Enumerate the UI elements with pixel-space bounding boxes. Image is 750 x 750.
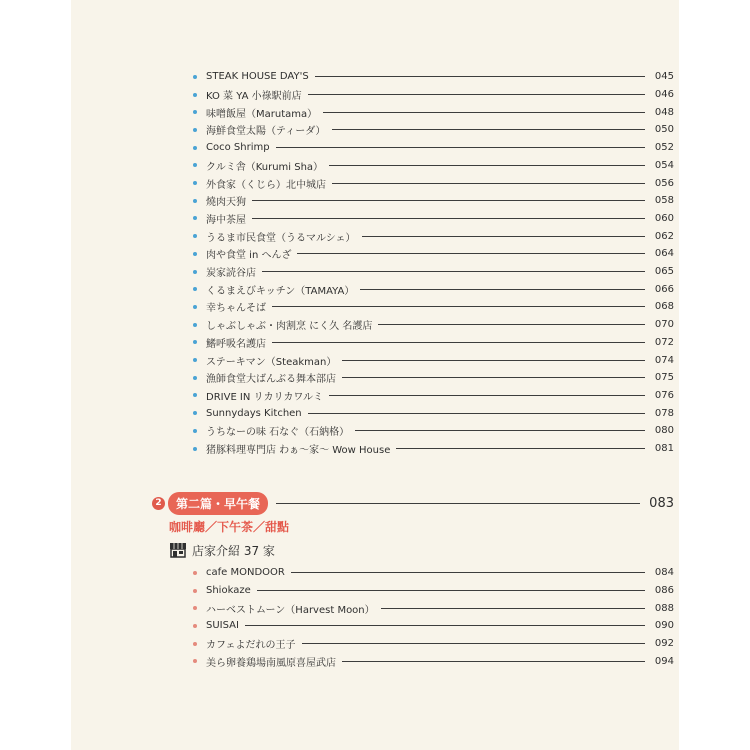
toc-entry-page: 090	[654, 620, 674, 632]
bullet-icon	[193, 447, 197, 451]
section-heading	[152, 492, 674, 514]
toc-entry-title: 幸ちゃんそば	[206, 303, 266, 315]
toc-entry-title: 猪豚料理専門店 わぁ～家～ Wow House	[206, 445, 391, 457]
toc-entry-title: ハーベストムーン（Harvest Moon）	[206, 604, 375, 616]
bullet-icon	[193, 571, 197, 575]
toc-entry-title: くるまえびキッチン（TAMAYA）	[206, 285, 355, 297]
toc-entry-page: 088	[654, 602, 674, 614]
section-title: 第二篇・早午餐	[168, 492, 268, 515]
toc-entry-title: 海鮮食堂太陽（ティーダ）	[206, 126, 326, 138]
leader-line	[297, 253, 645, 254]
leader-line	[355, 430, 645, 431]
bullet-icon	[193, 411, 197, 415]
leader-line	[329, 395, 645, 396]
toc-entry	[193, 298, 674, 316]
toc-entry	[193, 121, 674, 139]
toc-entry-page: 072	[654, 336, 674, 348]
leader-line	[291, 572, 645, 573]
toc-entry	[193, 440, 674, 458]
leader-line	[329, 165, 645, 166]
toc-entry-page: 056	[654, 177, 674, 189]
shop-icon	[169, 542, 187, 558]
leader-line	[342, 661, 645, 662]
toc-entry	[193, 369, 674, 387]
toc-entry-page: 094	[654, 655, 674, 667]
bullet-icon	[193, 252, 197, 256]
bullet-icon	[193, 110, 197, 114]
bullet-icon	[193, 340, 197, 344]
toc-entry	[193, 227, 674, 245]
toc-entry-title: DRIVE IN リカリカワルミ	[206, 391, 324, 403]
toc-entry	[193, 653, 674, 671]
toc-entry	[193, 351, 674, 369]
leader-line	[308, 413, 645, 414]
toc-entry	[193, 316, 674, 334]
toc-entry-title: STEAK HOUSE DAY'S	[206, 71, 309, 83]
bullet-icon	[193, 429, 197, 433]
leader-line	[362, 236, 645, 237]
toc-entry-title: cafe MONDOOR	[206, 567, 285, 579]
toc-entry-title: 鰭呼吸名護店	[206, 338, 266, 350]
toc-entry	[193, 599, 674, 617]
toc-entry-title: クルミ舎（Kurumi Sha）	[206, 161, 324, 173]
leader-line	[315, 76, 645, 77]
toc-entry-page: 068	[654, 301, 674, 313]
toc-entry	[193, 404, 674, 422]
section-number-badge: 2	[152, 497, 165, 510]
toc-entry-page: 092	[654, 638, 674, 650]
bullet-icon	[193, 199, 197, 203]
toc-entry-title: うるま市民食堂（うるマルシェ）	[206, 232, 356, 244]
bullet-icon	[193, 659, 197, 663]
bullet-icon	[193, 393, 197, 397]
toc-entry-page: 076	[654, 389, 674, 401]
toc-entry-title: Sunnydays Kitchen	[206, 407, 302, 419]
bullet-icon	[193, 146, 197, 150]
toc-entry-title: ステーキマン（Steakman）	[206, 356, 337, 368]
leader-line	[276, 147, 645, 148]
leader-line	[262, 271, 645, 272]
toc-entry-page: 070	[654, 319, 674, 331]
toc-entry-page: 062	[654, 230, 674, 242]
leader-line	[272, 342, 645, 343]
toc-entry-title: 外食家（くじら）北中城店	[206, 179, 326, 191]
bullet-icon	[193, 589, 197, 593]
toc-entry-page: 060	[654, 212, 674, 224]
leader-line	[302, 643, 646, 644]
toc-entry	[193, 139, 674, 157]
toc-entry-title: うちなーの味 石なぐ（石納格）	[206, 427, 350, 439]
toc-entry-page: 054	[654, 159, 674, 171]
bullet-icon	[193, 163, 197, 167]
toc-entry-page: 081	[654, 443, 674, 455]
toc-entry-title: 燒肉天狗	[206, 197, 246, 209]
bullet-icon	[193, 270, 197, 274]
toc-entry	[193, 263, 674, 281]
toc-entry	[193, 157, 674, 175]
leader-line	[272, 306, 645, 307]
toc-entry-page: 078	[654, 407, 674, 419]
leader-line	[360, 289, 645, 290]
bullet-icon	[193, 606, 197, 610]
bullet-icon	[193, 358, 197, 362]
toc-entry	[193, 582, 674, 600]
toc-entry-page: 048	[654, 106, 674, 118]
toc-entry	[193, 635, 674, 653]
leader-line	[332, 183, 645, 184]
bullet-icon	[193, 93, 197, 97]
toc-page	[71, 0, 679, 750]
leader-line	[332, 129, 646, 130]
toc-entry	[193, 192, 674, 210]
toc-entry	[193, 68, 674, 86]
bullet-icon	[193, 305, 197, 309]
toc-entry-page: 046	[654, 89, 674, 101]
toc-entry-title: Coco Shrimp	[206, 142, 270, 154]
toc-entry-page: 065	[654, 266, 674, 278]
bullet-icon	[193, 75, 197, 79]
shop-intro-heading	[169, 541, 275, 559]
bullet-icon	[193, 181, 197, 185]
toc-entry	[193, 280, 674, 298]
leader-line	[308, 94, 645, 95]
toc-entry-title: 味噌飯屋（Marutama）	[206, 108, 318, 120]
toc-entry-title: しゃぶしゃぶ・肉割烹 にく久 名護店	[206, 321, 373, 333]
bullet-icon	[193, 234, 197, 238]
toc-entry-page: 080	[654, 425, 674, 437]
toc-entry-page: 066	[654, 283, 674, 295]
bullet-icon	[193, 287, 197, 291]
section-leader-line	[276, 503, 640, 504]
toc-entry-page: 074	[654, 354, 674, 366]
leader-line	[323, 112, 645, 113]
toc-entry-title: Shiokaze	[206, 585, 251, 597]
toc-entry-title: カフェよだれの王子	[206, 640, 296, 652]
leader-line	[252, 218, 645, 219]
section-subtitle: 咖啡廳／下午茶／甜點	[169, 519, 290, 534]
leader-line	[378, 324, 645, 325]
toc-entry-title: SUISAI	[206, 620, 239, 632]
toc-entry	[193, 564, 674, 582]
toc-entry	[193, 617, 674, 635]
leader-line	[396, 448, 645, 449]
leader-line	[342, 377, 645, 378]
toc-entry-page: 064	[654, 248, 674, 260]
leader-line	[342, 360, 645, 361]
toc-entry	[193, 422, 674, 440]
bullet-icon	[193, 216, 197, 220]
toc-entry	[193, 174, 674, 192]
leader-line	[381, 608, 645, 609]
toc-entry-title: KO 菜 YA 小祿駅前店	[206, 91, 302, 103]
bullet-icon	[193, 323, 197, 327]
leader-line	[245, 625, 645, 626]
toc-entry-page: 045	[654, 71, 674, 83]
toc-entry-title: 海中茶屋	[206, 214, 246, 226]
toc-entry-title: 美ら卵養鶏場南風原喜屋武店	[206, 657, 336, 669]
toc-entry-page: 075	[654, 372, 674, 384]
toc-entry-page: 086	[654, 585, 674, 597]
toc-entry-page: 050	[654, 124, 674, 136]
toc-entry	[193, 245, 674, 263]
toc-entry-title: 肉や食堂 in へんざ	[206, 250, 292, 262]
toc-entry-page: 052	[654, 142, 674, 154]
toc-entry	[193, 334, 674, 352]
bullet-icon	[193, 128, 197, 132]
toc-entry	[193, 103, 674, 121]
toc-entry-page: 084	[654, 567, 674, 579]
toc-entry	[193, 210, 674, 228]
leader-line	[252, 200, 645, 201]
toc-entry	[193, 387, 674, 405]
bullet-icon	[193, 624, 197, 628]
toc-entry	[193, 86, 674, 104]
leader-line	[257, 590, 645, 591]
bullet-icon	[193, 376, 197, 380]
section-page-number: 083	[649, 495, 674, 511]
toc-entry-page: 058	[654, 195, 674, 207]
bullet-icon	[193, 642, 197, 646]
toc-entry-title: 漁師食堂大ばんぶる舞本部店	[206, 374, 336, 386]
toc-entry-title: 炭家読谷店	[206, 268, 256, 280]
shop-intro-label: 店家介紹 37 家	[192, 543, 275, 558]
